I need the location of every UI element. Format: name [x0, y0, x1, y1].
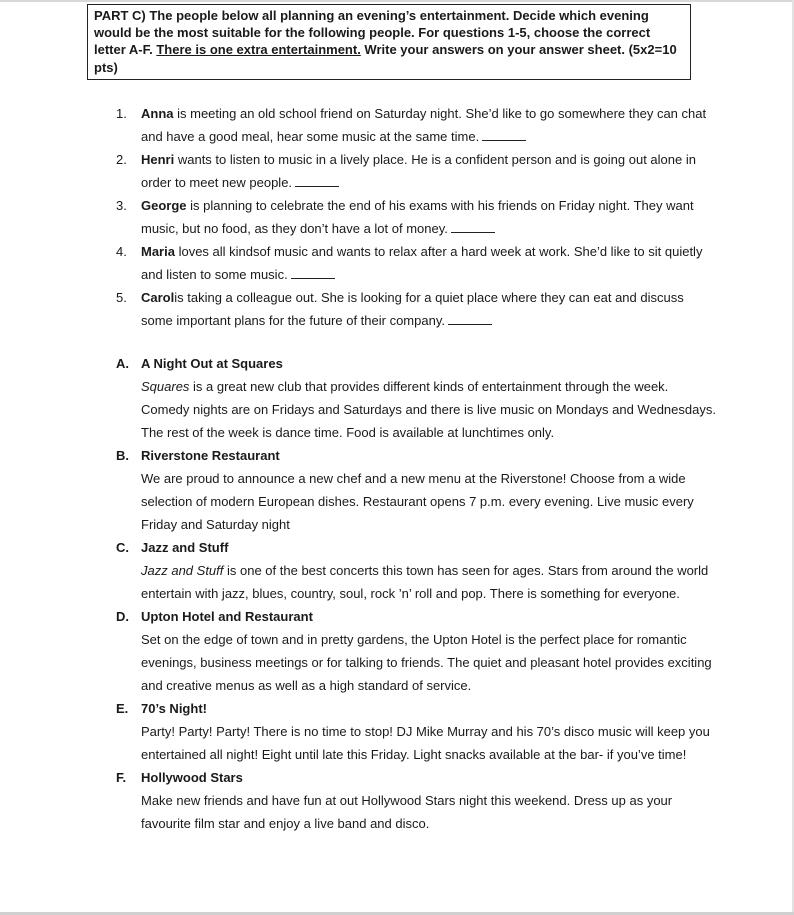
answer-blank[interactable]	[291, 267, 335, 279]
question-number: 4.	[116, 244, 127, 259]
option-title: Hollywood Stars	[141, 770, 243, 785]
option-description	[116, 375, 716, 444]
question-item	[116, 286, 716, 332]
question-item	[116, 240, 716, 286]
option-text: We are proud to announce a new chef and a new menu at the Riverstone! Choose from a wide selection of modern European dishes. Restaurant opens 7 p.m. every evening. Live music every Friday and Saturday night	[141, 471, 694, 532]
question-text: loves all kindsof music and wants to relax after a hard week at work. She’d like to sit quietly and listen to some music.	[141, 244, 703, 282]
instructions-underlined: There is one extra entertainment.	[156, 42, 361, 58]
instructions-box	[87, 4, 691, 80]
question-text: wants to listen to music in a lively place. He is a confident person and is going out alone in order to meet new people.	[141, 152, 696, 190]
option-letter: A.	[116, 356, 129, 371]
option-description	[116, 628, 716, 697]
option-italic-name: Squares	[141, 379, 190, 394]
instructions-text-end: Write your answers on your answer sheet. (5x2=10 pts)	[94, 42, 677, 75]
option-letter: F.	[116, 770, 127, 785]
question-text: is meeting an old school friend on Saturday night. She’d like to go somewhere they can chat and have a good meal, hear some music at the same time.	[141, 106, 707, 144]
option-letter: D.	[116, 609, 129, 624]
question-text: is taking a colleague out. She is looking for a quiet place where they can eat and discuss some important plans for the future of their company.	[141, 290, 684, 328]
question-person: Henri	[141, 152, 175, 167]
question-text: is planning to celebrate the end of his exams with his friends on Friday night. They want music, but no food, as they don’t have a lot of money.	[141, 198, 694, 236]
option-text: is one of the best concerts this town has seen for ages. Stars from around the world entertain with jazz, blues, country, soul, rock ’n’ roll and pop. There is something for everyone.	[141, 563, 709, 601]
question-number: 5.	[116, 290, 127, 305]
option-item	[116, 352, 716, 444]
question-number: 3.	[116, 198, 127, 213]
option-text: Party! Party! Party! There is no time to stop! DJ Mike Murray and his 70’s disco music will keep you entertained all night! Eight until late this Friday. Light snacks available at the bar- if you’ve time!	[141, 724, 710, 762]
option-title: Riverstone Restaurant	[141, 448, 280, 463]
question-person: Anna	[141, 106, 174, 121]
option-text: is a great new club that provides different kinds of entertainment through the week. Comedy nights are on Fridays and Saturdays and there is live music on Mondays and Wednesdays. The rest of the week is dance time. Food is available at lunchtimes only.	[141, 379, 716, 440]
questions-list	[116, 102, 716, 332]
option-heading	[116, 352, 716, 375]
option-text: Set on the edge of town and in pretty gardens, the Upton Hotel is the perfect place for romantic evenings, business meetings or for talking to friends. The quiet and pleasant hotel provides exciting and creative menus as well as a high standard of service.	[141, 632, 712, 693]
option-item	[116, 536, 716, 605]
question-item	[116, 102, 716, 148]
option-item	[116, 697, 716, 766]
answer-blank[interactable]	[451, 221, 495, 233]
option-italic-name: Jazz and Stuff	[141, 563, 224, 578]
question-person: Carol	[141, 290, 175, 305]
answer-blank[interactable]	[295, 175, 339, 187]
option-item	[116, 444, 716, 536]
option-heading	[116, 536, 716, 559]
answer-blank[interactable]	[482, 129, 526, 141]
instructions-text: PART C) The people below all planning an evening’s entertainment. Decide which evening would be the most suitable for the following people. For questions 1-5, choose the correct letter A-F.	[94, 8, 651, 58]
option-heading	[116, 697, 716, 720]
answer-blank[interactable]	[448, 313, 492, 325]
option-title: Upton Hotel and Restaurant	[141, 609, 313, 624]
question-number: 2.	[116, 152, 127, 167]
question-item	[116, 148, 716, 194]
option-description	[116, 720, 716, 766]
option-item	[116, 605, 716, 697]
option-heading	[116, 444, 716, 467]
question-number: 1.	[116, 106, 127, 121]
option-heading	[116, 766, 716, 789]
options-list	[116, 352, 716, 835]
option-letter: B.	[116, 448, 129, 463]
option-text: Make new friends and have fun at out Hollywood Stars night this weekend. Dress up as your favourite film star and enjoy a live band and disco.	[141, 793, 673, 831]
question-person: George	[141, 198, 187, 213]
question-item	[116, 194, 716, 240]
page-top-edge	[0, 0, 794, 2]
question-person: Maria	[141, 244, 175, 259]
option-title: Jazz and Stuff	[141, 540, 229, 555]
option-description	[116, 467, 716, 536]
option-letter: E.	[116, 701, 129, 716]
option-letter: C.	[116, 540, 129, 555]
option-description	[116, 789, 716, 835]
option-item	[116, 766, 716, 835]
option-heading	[116, 605, 716, 628]
option-title: A Night Out at Squares	[141, 356, 283, 371]
option-title: 70’s Night!	[141, 701, 207, 716]
option-description	[116, 559, 716, 605]
